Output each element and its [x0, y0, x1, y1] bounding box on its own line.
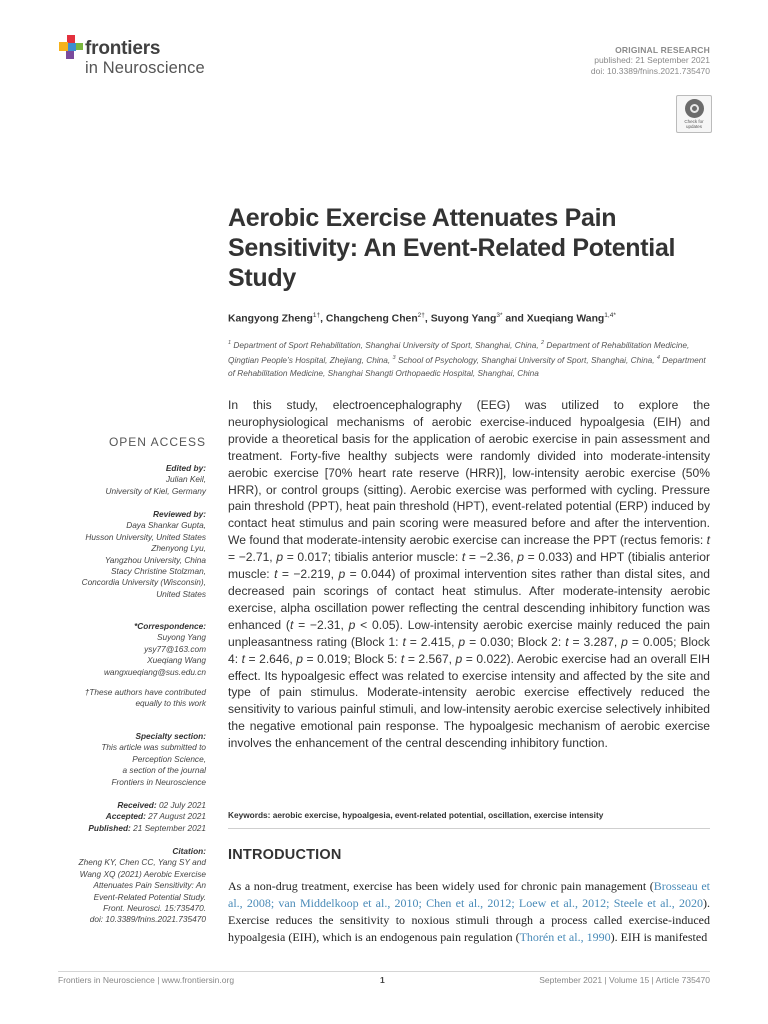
- text-run: = 2.567,: [404, 651, 456, 666]
- affiliation-number: 4: [656, 354, 660, 361]
- author-name[interactable]: Kangyong Zheng: [228, 313, 313, 325]
- edited-by: Edited by: Julian Keil, University of Kiel, Germany: [58, 463, 206, 497]
- affiliation-text: Department of Rehabilitation Medicine, Qingtian People’s Hospital, Zhejiang, China,: [228, 339, 690, 365]
- stat-symbol: p: [455, 651, 463, 666]
- text-run: = 2.415,: [405, 634, 459, 649]
- stat-symbol: t: [400, 651, 405, 666]
- abstract: [228, 397, 710, 752]
- text-run: = 0.017; tibialis anterior muscle:: [283, 550, 462, 565]
- published-date: published: 21 September 2021: [594, 55, 710, 65]
- citation-doi[interactable]: doi: 10.3389/fnins.2021.735470: [89, 914, 206, 925]
- frontiers-logo-icon: [58, 34, 84, 60]
- stat-symbol: p: [458, 634, 466, 649]
- update-icon: [685, 99, 704, 118]
- text-run: = −2.36,: [465, 550, 518, 565]
- text-run: = 0.019; Block 5:: [302, 651, 401, 666]
- stat-symbol: t: [706, 533, 710, 548]
- stat-symbol: p: [276, 550, 284, 565]
- affiliation-text: Department of Sport Rehabilitation, Shanghai University of Sport, Shanghai, China,: [231, 339, 541, 350]
- text-run: = 0.022). Aerobic exercise had an overall EIH effect. Its hypoalgesic effect was related to exercise intensity and affected by the site and type of pain stimulus. Moderate-intensity aerobic exercise effectively reduced the sensitivity to various painful stimuli, and low-intensity aerobic exercise selectively inhibited the negative emotional pain response. The hypoalgesic mechanism of aerobic exercise involves the enhancement of the central descending inhibitory function.: [228, 651, 710, 751]
- reviewer-line: Daya Shankar Gupta,: [126, 520, 206, 531]
- reviewer-line: Stacy Christine Stolzman,: [111, 566, 206, 577]
- reviewer-line: Husson University, United States: [85, 531, 206, 542]
- keywords: Keywords: aerobic exercise, hypoalgesia, event-related potential, oscillation, exercise intensity: [228, 810, 604, 820]
- author-affiliation-marker: 2†: [417, 312, 425, 319]
- stat-symbol: t: [241, 651, 245, 666]
- reviewer-line: United States: [156, 588, 206, 599]
- stat-symbol: p: [296, 651, 303, 666]
- text-run: = 2.646,: [244, 651, 297, 666]
- author-name[interactable]: Suyong Yang: [430, 313, 497, 325]
- author-affiliation-marker: 1†: [312, 312, 321, 319]
- reviewer-line: Zhenyong Lyu,: [151, 543, 206, 554]
- brand-top: frontiers: [85, 38, 161, 59]
- stat-symbol: t: [565, 634, 569, 649]
- text-run: = 0.044) of proximal intervention sites rather than distal sites, and decreased pain scorings of contact heat stimulus. After moderate-intensity aerobic exercise, alpha oscillation power reflecting the central descending inhibitory function was enhanced (: [228, 567, 710, 632]
- stat-symbol: p: [338, 567, 346, 582]
- author-affiliation-marker: 1,4*: [604, 312, 616, 319]
- affiliation-number: 3: [392, 354, 396, 361]
- editor-name: Julian Keil,: [165, 474, 206, 485]
- article-meta: [591, 45, 710, 77]
- article-type: ORIGINAL RESEARCH: [615, 45, 710, 55]
- text-run: = 0.033) and HPT (tibialis anterior muscle:: [228, 550, 710, 582]
- text-run: < 0.05). Low-intensity aerobic exercise mainly reduced the pain unpleasantness rating (Block 1:: [228, 617, 710, 649]
- correspondence: *Correspondence: Suyong Yang ysy77@163.com Xueqiang Wang wangxueqiang@sus.edu.cn: [58, 621, 206, 678]
- text-run: As a non-drug treatment, exercise has been widely used for chronic pain management (: [228, 879, 654, 893]
- open-access-label: OPEN ACCESS: [108, 435, 206, 449]
- published-date-sidebar: Published: 21 September 2021: [88, 822, 206, 833]
- received-date: Received: 02 July 2021: [117, 800, 206, 810]
- introduction-text: [228, 878, 710, 946]
- citation-link[interactable]: Brosseau et al., 2008; van Middelkoop et al., 2010; Chen et al., 2012; Loew et al., 2012; Steele et al., 2020: [228, 879, 710, 910]
- author-list: [228, 312, 708, 324]
- stat-symbol: t: [274, 567, 278, 582]
- footer-issue-info: September 2021 | Volume 15 | Article 735470: [539, 975, 710, 985]
- journal-logo[interactable]: [58, 34, 228, 82]
- badge-label: Check for updates: [684, 119, 704, 129]
- reviewer-line: Concordia University (Wisconsin),: [81, 577, 206, 588]
- equal-contribution-note: †These authors have contributed equally to this work: [84, 687, 206, 709]
- section-heading-introduction: INTRODUCTION: [228, 847, 342, 863]
- author-separator: ,: [424, 313, 431, 325]
- reviewed-by: Reviewed by: Daya Shankar Gupta, Husson University, United States Zhenyong Lyu, Yangzhou University, China Stacy Christine Stolzman, Concordia University (Wisconsin), United States: [58, 509, 206, 600]
- citation-link[interactable]: Thorén et al., 1990: [519, 930, 611, 944]
- author-separator: and: [502, 313, 527, 325]
- citation: Citation: Zheng KY, Chen CC, Yang SY and Wang XQ (2021) Aerobic Exercise Attenuates Pain Sensitivity: An Event-Related Potential Study. Front. Neurosci. 15:735470. doi: 10.3389/fnins.2021.735470: [58, 846, 206, 926]
- divider: [228, 828, 710, 829]
- corresponding-author: Xueqiang Wang: [147, 655, 206, 666]
- text-run: = 0.005; Block 4:: [228, 634, 710, 666]
- stat-symbol: t: [461, 550, 466, 565]
- article-dates: [58, 800, 206, 834]
- email-link[interactable]: ysy77@163.com: [144, 643, 206, 654]
- stat-symbol: p: [621, 634, 628, 649]
- text-run: In this study, electroencephalography (EEG) was utilized to explore the neurophysiological mechanisms of aerobic exercise-induced hypoalgesia (EIH) and provide a theoretical basis for the application of aerobic exercise in pain assessment and treatment. Forty-five healthy subjects were randomly divided into moderate-intensity aerobic exercise [70% heart rate reserve (HRR)], low-intensity aerobic exercise (50% HRR), or control groups (sitting). Aerobic exercise was performed with cycling. Pressure pain threshold (PPT), heat pain threshold (HPT), event-related potential (ERP) induced by contact heat stimulus and pain scoring were measured before and after the intervention. We found that moderate-intensity aerobic exercise can increase the PPT (rectus femoris:: [228, 398, 710, 548]
- text-run: = −2.71,: [228, 550, 277, 565]
- affiliation-number: 2: [541, 340, 545, 346]
- stat-symbol: p: [348, 617, 356, 632]
- corresponding-author: Suyong Yang: [156, 632, 206, 643]
- brand-bottom: in Neuroscience: [85, 59, 205, 77]
- reviewer-line: Yangzhou University, China: [104, 554, 206, 565]
- footer-journal-link[interactable]: Frontiers in Neuroscience | www.frontiersin.org: [58, 975, 235, 985]
- check-for-updates-badge[interactable]: [676, 95, 712, 133]
- text-run: ). Exercise reduces the sensitivity to noxious stimuli through a process called exercise-induced hypoalgesia (EIH), which is an endogenous pain regulation (: [228, 896, 710, 944]
- page-number: 1: [380, 975, 385, 985]
- affiliation-text: Department of Rehabilitation Medicine, Shanghai Shangti Orthopaedic Hospital, Shanghai, China: [228, 354, 706, 378]
- author-name[interactable]: Xueqiang Wang: [526, 313, 605, 325]
- text-run: = −2.31,: [293, 617, 349, 632]
- text-run: = 3.287,: [568, 634, 622, 649]
- email-link[interactable]: wangxueqiang@sus.edu.cn: [103, 666, 206, 677]
- author-name[interactable]: Changcheng Chen: [325, 313, 418, 325]
- affiliations: [228, 337, 708, 380]
- author-affiliation-marker: 3*: [496, 312, 503, 319]
- doi[interactable]: doi: 10.3389/fnins.2021.735470: [590, 66, 710, 76]
- specialty-section: Specialty section: This article was submitted to Perception Science, a section of the journal Frontiers in Neuroscience: [101, 731, 206, 787]
- footer-divider: [58, 971, 710, 972]
- affiliation-number: 1: [228, 340, 232, 346]
- article-title: Aerobic Exercise Attenuates Pain Sensitivity: An Event-Related Potential Study: [228, 204, 676, 292]
- accepted-date: Accepted: 27 August 2021: [105, 811, 206, 822]
- text-run: ). EIH is manifested: [610, 930, 708, 944]
- affiliation-text: School of Psychology, Shanghai University of Sport, Shanghai, China,: [395, 354, 657, 365]
- editor-affiliation: University of Kiel, Germany: [105, 485, 206, 496]
- text-run: = −2.219,: [277, 567, 339, 582]
- stat-symbol: p: [517, 550, 524, 565]
- author-separator: ,: [320, 313, 326, 325]
- text-run: = 0.030; Block 2:: [465, 634, 566, 649]
- stat-symbol: t: [289, 617, 294, 632]
- stat-symbol: t: [402, 634, 406, 649]
